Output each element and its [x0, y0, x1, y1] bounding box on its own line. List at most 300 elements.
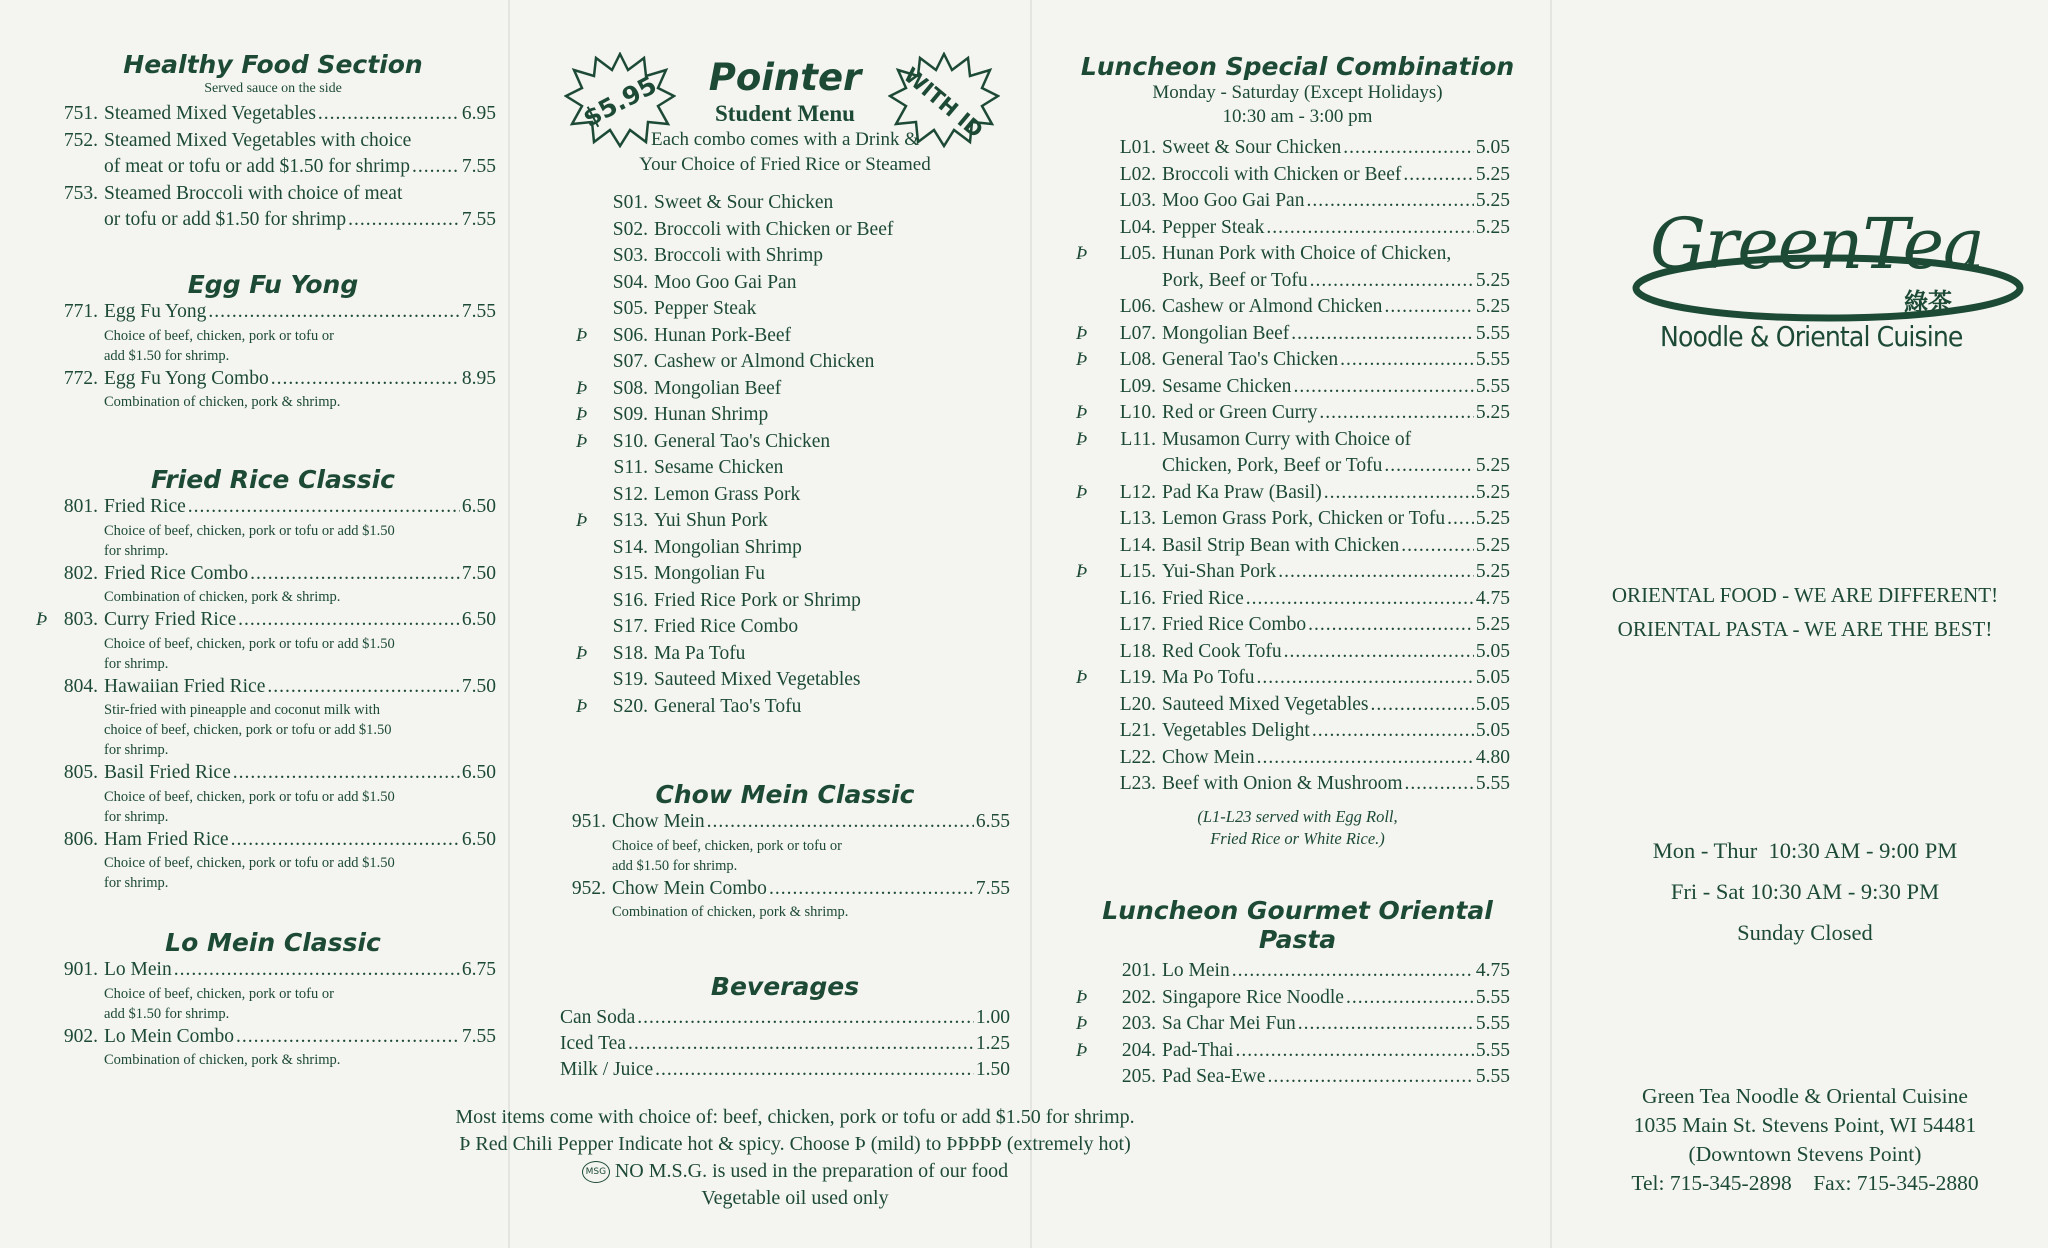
- item-number-text: L11.: [1120, 428, 1156, 450]
- chowmein-list: [560, 809, 1010, 922]
- item-name-wrap: [1162, 135, 1474, 162]
- luncheon-note: (L1-L23 served with Egg Roll, Fried Rice or White Rice.): [1197, 806, 1398, 848]
- leader-dots: [1310, 718, 1474, 745]
- item-number: [576, 641, 654, 668]
- item-price: 5.25: [1475, 296, 1510, 317]
- item-name-wrap: [654, 561, 970, 588]
- item-number: [1076, 321, 1162, 348]
- item-name-wrap: [1162, 427, 1510, 454]
- item-number-text: L07.: [1119, 322, 1156, 344]
- item-name-wrap: [654, 614, 970, 641]
- item-name-wrap: [104, 607, 460, 634]
- item-name: Lemon Grass Pork, Chicken or Tofu: [1162, 508, 1446, 529]
- beverages-section: [560, 972, 1010, 1083]
- slogan-1: ORIENTAL FOOD - WE ARE DIFFERENT!: [1611, 583, 1999, 607]
- item-name: Lo Mein Combo: [104, 1025, 234, 1047]
- chowmein-section: [560, 780, 1010, 922]
- menu-item: [590, 190, 970, 217]
- item-number: 805.: [63, 762, 98, 783]
- item-name: Lemon Grass Pork: [654, 483, 801, 505]
- item-price: 5.05: [1475, 137, 1510, 158]
- beverage-name: Milk / Juice: [560, 1059, 654, 1080]
- item-number: L17.: [1119, 614, 1156, 635]
- item-description: Choice of beef, chicken, pork or tofu or add $1.50: [104, 788, 395, 805]
- menu-item: [1090, 718, 1510, 745]
- item-name-wrap: [654, 270, 970, 297]
- item-name-wrap: [1162, 771, 1474, 798]
- item-name: Pad-Thai: [1162, 1039, 1234, 1061]
- menu-item: [590, 588, 970, 615]
- item-name-wrap: [104, 957, 460, 984]
- item-name-wrap: [1162, 718, 1474, 745]
- item-description: Stir-fried with pineapple and coconut milk with: [104, 702, 380, 718]
- leader-dots: [236, 607, 460, 634]
- menu-item: [1076, 347, 1510, 374]
- lomein-title: Lo Mein Classic: [165, 928, 381, 957]
- item-price: 5.25: [1475, 216, 1510, 238]
- leader-dots: [229, 827, 460, 854]
- item-name-wrap: [104, 101, 460, 128]
- leader-dots: [1296, 1011, 1474, 1038]
- fold-line-3: [1550, 0, 1552, 1248]
- leader-dots: [1282, 639, 1474, 666]
- item-price: 5.25: [1475, 534, 1510, 556]
- item-number: S11.: [613, 457, 648, 478]
- item-name: Red Cook Tofu: [1162, 640, 1282, 662]
- leader-dots: [231, 760, 460, 787]
- leader-dots: [269, 366, 460, 393]
- leader-dots: [635, 1005, 974, 1031]
- slogan-2: ORIENTAL PASTA - WE ARE THE BEST!: [1617, 617, 1993, 641]
- item-name-wrap: [1162, 559, 1474, 586]
- item-name: General Tao's Chicken: [1162, 349, 1339, 370]
- item-name-wrap: [1162, 639, 1474, 666]
- item-name: Musamon Curry with Choice of: [1162, 428, 1412, 450]
- item-description: for shrimp.: [104, 875, 169, 891]
- beverage-name: Iced Tea: [560, 1033, 626, 1054]
- menu-item: [560, 876, 1010, 903]
- item-number: 901.: [63, 959, 98, 980]
- luncheon-time: 10:30 am - 3:00 pm: [1222, 106, 1373, 127]
- item-price: 5.25: [1475, 455, 1510, 476]
- menu-item: [50, 674, 496, 701]
- leader-dots: [1255, 665, 1474, 692]
- menu-item-continued: [50, 154, 496, 181]
- item-name: Mongolian Beef: [1162, 322, 1290, 344]
- item-name-wrap: [1162, 162, 1474, 189]
- item-name: Hunan Shrimp: [654, 404, 769, 425]
- item-price: 5.55: [1475, 322, 1510, 344]
- item-price: 5.05: [1475, 720, 1510, 741]
- item-name-wrap: [560, 1057, 974, 1083]
- chili-pepper-icon: Ϸ: [1076, 561, 1088, 582]
- item-description: for shrimp.: [104, 742, 169, 758]
- item-name: Egg Fu Yong: [104, 301, 207, 322]
- item-name: Fried Rice Combo: [1162, 614, 1307, 635]
- item-name-wrap: [1162, 294, 1474, 321]
- chili-pepper-icon: Ϸ: [576, 510, 588, 531]
- item-price: 4.80: [1475, 746, 1510, 768]
- item-number: [1076, 427, 1162, 454]
- item-number: [1076, 985, 1162, 1012]
- menu-item: [1076, 1011, 1510, 1038]
- item-number: L04.: [1119, 216, 1156, 238]
- item-price: 7.55: [461, 209, 496, 230]
- item-description: add $1.50 for shrimp.: [104, 347, 230, 364]
- item-name-wrap: [654, 508, 970, 535]
- menu-item: [576, 323, 970, 350]
- item-number-text: 202.: [1121, 986, 1156, 1008]
- item-name: Moo Goo Gai Pan: [1162, 190, 1305, 211]
- leader-dots: [1382, 294, 1473, 321]
- menu-item: [1076, 427, 1510, 454]
- item-name: Chow Mein: [1162, 746, 1255, 768]
- leader-dots: [172, 957, 460, 984]
- healthy-title: Healthy Food Section: [123, 50, 423, 79]
- leader-dots: [410, 154, 460, 181]
- item-name: Sesame Chicken: [1162, 375, 1292, 397]
- menu-item: [576, 694, 970, 721]
- item-price: 5.55: [1475, 986, 1510, 1008]
- item-price: 5.05: [1475, 693, 1510, 715]
- item-price: 4.75: [1475, 587, 1510, 609]
- logo-tagline: Noodle & Oriental Cuisine: [1660, 320, 1963, 353]
- item-number-text: 803.: [63, 609, 98, 630]
- item-number: [36, 607, 104, 634]
- phone-fax: Tel: 715-345-2898 Fax: 715-345-2880: [1631, 1171, 1979, 1195]
- menu-item: [1090, 215, 1510, 242]
- item-name-wrap: [1162, 188, 1474, 215]
- item-name: Cashew or Almond Chicken: [1162, 296, 1383, 317]
- panel-left: [36, 0, 496, 1248]
- item-price: 6.75: [461, 959, 496, 980]
- item-name: Basil Fried Rice: [104, 762, 231, 783]
- item-name: Hunan Pork-Beef: [654, 324, 792, 346]
- item-price: 6.55: [975, 811, 1010, 832]
- address-street: 1035 Main St. Stevens Point, WI 54481: [1633, 1113, 1977, 1137]
- item-description: Choice of beef, chicken, pork or tofu or: [612, 837, 842, 854]
- menu-item: [1076, 559, 1510, 586]
- menu-item: [590, 270, 970, 297]
- item-name: Fried Rice: [104, 496, 186, 517]
- leader-dots: [653, 1057, 974, 1083]
- menu-item: [1090, 1064, 1510, 1091]
- item-number: [1076, 241, 1162, 268]
- menu-item: [590, 243, 970, 270]
- item-name: Red or Green Curry: [1162, 402, 1318, 423]
- menu-item: [50, 128, 496, 155]
- item-number: 753.: [63, 182, 98, 204]
- item-number: 771.: [63, 301, 98, 322]
- student-note-2: Your Choice of Fried Rice or Steamed: [639, 154, 931, 175]
- item-name: Steamed Mixed Vegetables with choice: [104, 129, 412, 151]
- item-name-wrap: [612, 876, 974, 903]
- item-number: [576, 508, 654, 535]
- menu-item: [590, 296, 970, 323]
- item-name: Moo Goo Gai Pan: [654, 271, 797, 293]
- chili-pepper-icon: Ϸ: [1076, 322, 1088, 344]
- item-name-wrap: [654, 429, 970, 456]
- item-name-wrap: [654, 376, 970, 403]
- hours-mon-thur: Mon - Thur 10:30 AM - 9:00 PM: [1652, 838, 1958, 863]
- pasta-section: [1076, 896, 1515, 1091]
- item-name: Yui-Shan Pork: [1162, 561, 1277, 582]
- item-price: 5.55: [1475, 349, 1510, 370]
- menu-item: [1090, 374, 1510, 401]
- chili-pepper-many-icon: ϷϷϷϷϷ: [946, 1133, 1002, 1155]
- item-number: [1076, 559, 1162, 586]
- item-price: 5.05: [1475, 640, 1510, 662]
- item-number: S05.: [612, 298, 648, 319]
- item-price: 6.50: [461, 828, 496, 850]
- logo-chinese: 綠茶: [1904, 288, 1952, 316]
- item-name: Yui Shun Pork: [654, 510, 768, 531]
- menu-item: [1076, 665, 1510, 692]
- item-name: Steamed Mixed Vegetables: [104, 103, 316, 124]
- menu-item: [50, 760, 496, 787]
- item-description: Choice of beef, chicken, pork or tofu or add $1.50: [104, 635, 395, 652]
- item-number: [576, 694, 654, 721]
- badge-id-text: WITH ID: [899, 62, 988, 143]
- item-name: Chow Mein Combo: [612, 877, 767, 899]
- item-description: Choice of beef, chicken, pork or tofu or: [104, 985, 334, 1002]
- luncheon-days: Monday - Saturday (Except Holidays): [1152, 82, 1443, 103]
- item-name-wrap: [104, 154, 460, 181]
- item-description: add $1.50 for shrimp.: [104, 1005, 230, 1022]
- student-list: [576, 190, 970, 720]
- leader-dots: [1276, 559, 1474, 586]
- item-name: Steamed Broccoli with choice of meat: [104, 182, 403, 204]
- item-name-wrap: [104, 674, 460, 701]
- item-name: Vegetables Delight: [1162, 720, 1310, 741]
- item-number: S17.: [612, 616, 648, 637]
- student-subtitle: Student Menu: [715, 101, 855, 126]
- footer-msg-note: MSG NO M.S.G. is used in the preparation of our food: [330, 1158, 1260, 1185]
- leader-dots: [1264, 215, 1474, 242]
- menu-item: [560, 809, 1010, 836]
- indent: [1090, 268, 1162, 295]
- leader-dots: [1341, 135, 1474, 162]
- item-name-wrap: [1162, 1064, 1474, 1091]
- item-name: Broccoli with Chicken or Beef: [654, 218, 894, 240]
- item-name: Pepper Steak: [654, 298, 757, 319]
- menu-item: [50, 957, 496, 984]
- beverage-item: [560, 1005, 1010, 1031]
- item-name: Mongolian Shrimp: [654, 536, 802, 558]
- item-number-text: S18.: [612, 642, 648, 664]
- menu-item: [1090, 639, 1510, 666]
- chili-pepper-icon: Ϸ: [576, 642, 588, 664]
- item-number: L21.: [1119, 720, 1156, 741]
- item-price: 6.50: [461, 762, 496, 783]
- menu-item: [1090, 294, 1510, 321]
- item-description: Choice of beef, chicken, pork or tofu or: [104, 327, 334, 344]
- lomein-list: [50, 957, 496, 1070]
- item-number-text: 203.: [1121, 1013, 1156, 1034]
- item-number-text: S06.: [612, 324, 648, 346]
- item-name: Egg Fu Yong Combo: [104, 367, 269, 389]
- item-number: L14.: [1119, 534, 1156, 556]
- item-description: for shrimp.: [104, 655, 169, 672]
- item-name-wrap: [104, 827, 460, 854]
- menu-item: [1090, 745, 1510, 772]
- chili-pepper-icon: Ϸ: [1076, 243, 1088, 264]
- menu-item: [590, 535, 970, 562]
- item-name: Ma Po Tofu: [1162, 667, 1255, 688]
- menu-item: [576, 376, 970, 403]
- item-name-wrap: [1162, 692, 1474, 719]
- item-name-wrap: [654, 323, 970, 350]
- item-price: 7.55: [461, 301, 496, 322]
- item-name: Sa Char Mei Fun: [1162, 1013, 1296, 1034]
- footer-choice-note: Most items come with choice of: beef, chicken, pork or tofu or add $1.50 for shrimp.: [455, 1106, 1135, 1128]
- item-name-wrap: [1162, 400, 1474, 427]
- item-name: Fried Rice: [1162, 587, 1244, 609]
- item-number: S01.: [612, 192, 648, 213]
- chili-pepper-icon: Ϸ: [459, 1133, 471, 1155]
- chowmein-title: Chow Mein Classic: [655, 780, 915, 809]
- menu-item: [50, 299, 496, 326]
- leader-dots: [705, 809, 974, 836]
- item-number: S14.: [612, 536, 648, 558]
- item-number: [576, 376, 654, 403]
- chili-pepper-icon: Ϸ: [576, 695, 588, 717]
- item-number: [1076, 1011, 1162, 1038]
- item-name: Hunan Pork with Choice of Chicken,: [1162, 243, 1452, 264]
- item-name: Pad Sea-Ewe: [1162, 1066, 1266, 1087]
- item-name: Broccoli with Chicken or Beef: [1162, 163, 1402, 185]
- chili-pepper-icon: Ϸ: [1076, 349, 1088, 370]
- leader-dots: [1244, 586, 1474, 613]
- item-name: Ham Fried Rice: [104, 828, 229, 850]
- logo-text: GreenTea: [1650, 203, 1984, 285]
- item-number: S12.: [612, 483, 648, 505]
- item-name-wrap: [654, 667, 970, 694]
- leader-dots: [1317, 400, 1473, 427]
- item-description: for shrimp.: [104, 808, 169, 825]
- item-number: 806.: [63, 828, 98, 850]
- item-name-wrap: [1162, 374, 1474, 401]
- menu-item: [576, 508, 970, 535]
- menu-item: [590, 561, 970, 588]
- item-price: 5.55: [1475, 773, 1510, 794]
- item-price: 5.25: [1475, 190, 1510, 211]
- item-number: S04.: [612, 271, 648, 293]
- item-name-wrap: [1162, 958, 1474, 985]
- item-number: [576, 429, 654, 456]
- item-name: Fried Rice Combo: [654, 616, 799, 637]
- item-name-wrap: [1162, 612, 1474, 639]
- item-name: Sweet & Sour Chicken: [654, 192, 834, 213]
- indent: [50, 207, 104, 234]
- menu-item: [590, 667, 970, 694]
- menu-item: [1090, 135, 1510, 162]
- item-name-wrap: [1162, 268, 1474, 295]
- brand-logo: [1610, 196, 2030, 353]
- item-price: 8.95: [461, 367, 496, 389]
- opening-hours: [1570, 830, 2040, 953]
- item-name: Pad Ka Praw (Basil): [1162, 481, 1322, 503]
- item-number-text: S20.: [612, 695, 648, 717]
- indent: [50, 154, 104, 181]
- item-number: L23.: [1119, 773, 1156, 794]
- item-name: Lo Mein: [104, 959, 172, 980]
- item-price: 5.55: [1475, 1066, 1510, 1087]
- item-price: 4.75: [1475, 960, 1510, 981]
- chili-pepper-icon: Ϸ: [1076, 1013, 1088, 1034]
- menu-item: [50, 827, 496, 854]
- item-price: 6.95: [461, 103, 496, 124]
- item-number-text: S10.: [612, 430, 648, 452]
- item-name-continued: of meat or tofu or add $1.50 for shrimp: [104, 156, 410, 177]
- item-name-continued: or tofu or add $1.50 for shrimp: [104, 209, 347, 230]
- item-name: Broccoli with Shrimp: [654, 245, 823, 266]
- item-name: Sesame Chicken: [654, 457, 784, 478]
- item-name-wrap: [1162, 533, 1474, 560]
- item-description: Combination of chicken, pork & shrimp.: [104, 1052, 341, 1068]
- menu-item: [1076, 480, 1510, 507]
- badge-price-text: $5.95: [578, 70, 662, 133]
- item-name-wrap: [654, 296, 970, 323]
- leader-dots: [316, 101, 460, 128]
- item-name-wrap: [654, 402, 970, 429]
- no-msg-icon: MSG: [582, 1161, 610, 1183]
- item-price: 5.55: [1475, 1039, 1510, 1061]
- item-price: 6.50: [461, 496, 496, 517]
- item-name-wrap: [1162, 506, 1474, 533]
- item-description: Choice of beef, chicken, pork or tofu or add $1.50: [104, 522, 395, 539]
- student-note-1: Each combo comes with a Drink &: [650, 129, 920, 150]
- leader-dots: [1382, 453, 1474, 480]
- menu-item: [1090, 692, 1510, 719]
- item-number: 952.: [571, 877, 606, 899]
- item-description: Combination of chicken, pork & shrimp.: [612, 904, 849, 920]
- footer-oil-note: Vegetable oil used only: [701, 1187, 889, 1209]
- item-price: 5.25: [1475, 481, 1510, 503]
- menu-item: [1076, 400, 1510, 427]
- item-number-text: S13.: [612, 510, 648, 531]
- fried-list: [36, 494, 496, 893]
- menu-item: [36, 607, 496, 634]
- item-price: 7.55: [461, 156, 496, 177]
- item-name: Chow Mein: [612, 811, 705, 832]
- item-name-continued: Pork, Beef or Tofu: [1162, 269, 1308, 291]
- beverage-price: 1.00: [975, 1007, 1010, 1028]
- item-number: 902.: [63, 1025, 98, 1047]
- healthy-section: [50, 50, 496, 234]
- leader-dots: [767, 876, 974, 903]
- item-name-wrap: [560, 1005, 974, 1031]
- item-name: Basil Strip Bean with Chicken: [1162, 534, 1400, 556]
- pasta-title: Luncheon Gourmet Oriental Pasta: [1102, 896, 1493, 954]
- leader-dots: [1308, 268, 1474, 295]
- item-price: 7.50: [461, 675, 496, 697]
- item-number-text: L10.: [1119, 402, 1156, 423]
- item-price: 5.25: [1475, 402, 1510, 423]
- chili-pepper-icon: Ϸ: [576, 324, 588, 346]
- item-price: 5.25: [1475, 561, 1510, 582]
- chili-pepper-icon: Ϸ: [1076, 986, 1088, 1008]
- item-name-wrap: [104, 128, 496, 155]
- item-name: Lo Mein: [1162, 960, 1230, 981]
- leader-dots: [346, 207, 460, 234]
- menu-item: [1090, 188, 1510, 215]
- lomein-section: [50, 928, 496, 1070]
- item-number-text: 204.: [1121, 1039, 1156, 1061]
- menu-item: [50, 366, 496, 393]
- item-price: 5.25: [1475, 614, 1510, 635]
- item-number: 804.: [63, 675, 98, 697]
